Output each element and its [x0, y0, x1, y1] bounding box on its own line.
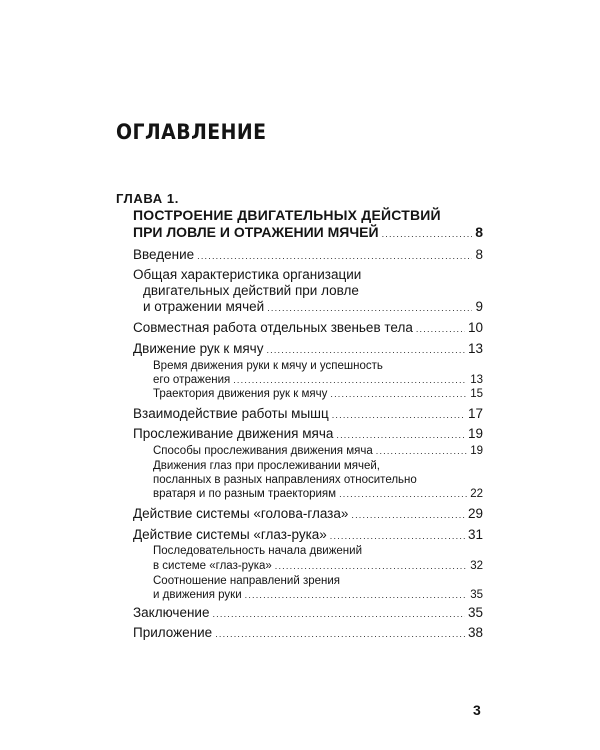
dot-leader [332, 410, 465, 420]
entry-title-line2: двигательных действий при ловле [143, 283, 359, 298]
entry-title-line1: Время движения руки к мячу и успешность [153, 360, 383, 372]
page-ref: 19 [470, 445, 483, 457]
entry-title: Совместная работа отдельных звеньев тела [133, 320, 413, 335]
chapter-title-line2: ПРИ ЛОВЛЕ И ОТРАЖЕНИИ МЯЧЕЙ [133, 224, 379, 240]
entry-title: Действие системы «голова-глаза» [133, 506, 349, 521]
toc-heading: ОГЛАВЛЕНИЕ [116, 120, 267, 144]
entry-title-line2: его отражения [153, 374, 231, 386]
toc-entry-intro[interactable] [133, 247, 483, 262]
dot-leader [376, 446, 467, 456]
entry-title-line1: Соотношение направлений зрения [153, 575, 341, 587]
dot-leader [330, 531, 465, 541]
dot-leader [416, 324, 465, 334]
toc-entry-appendix[interactable] [133, 625, 483, 640]
chapter-label: ГЛАВА 1. [116, 191, 179, 206]
page-ref: 29 [467, 506, 483, 521]
toc-entry-arm-motion[interactable] [133, 341, 483, 356]
toc-entry-tracking-methods[interactable] [153, 445, 483, 457]
dot-leader [212, 609, 464, 619]
dot-leader [266, 345, 465, 355]
toc-entry-arm-trajectory[interactable] [153, 388, 483, 400]
page-ref: 35 [470, 589, 483, 601]
entry-title-line1: Общая характеристика организации [133, 267, 362, 282]
entry-title-line1: Движения глаз при прослеживании мячей, [153, 460, 381, 472]
page-ref: 13 [467, 341, 483, 356]
entry-title: Введение [133, 247, 195, 262]
page-number: 3 [473, 702, 481, 718]
page-ref: 8 [475, 224, 483, 240]
dot-leader [330, 389, 467, 399]
toc-entry-head-eyes[interactable] [133, 506, 483, 521]
entry-title: Действие системы «глаз-рука» [133, 527, 327, 542]
entry-title: Заключение [133, 605, 210, 620]
entry-title-line2: в системе «глаз-рука» [153, 560, 272, 572]
toc-entry-tracking[interactable] [133, 426, 483, 441]
page-ref: 22 [470, 488, 483, 500]
page-ref: 17 [467, 406, 483, 421]
entry-title: Траектория движения рук к мячу [153, 388, 328, 400]
page-ref: 10 [467, 320, 483, 335]
page-ref: 15 [470, 388, 483, 400]
page-ref: 38 [467, 625, 483, 640]
dot-leader [382, 229, 473, 239]
toc-entry-muscles[interactable] [133, 406, 483, 421]
dot-leader [233, 375, 467, 385]
dot-leader [336, 430, 465, 440]
page-ref: 35 [467, 605, 483, 620]
toc-entry-ratio[interactable] [153, 589, 483, 601]
entry-title: Приложение [133, 625, 213, 640]
toc-entry-joint-work[interactable] [133, 320, 483, 335]
chapter-title-line1: ПОСТРОЕНИЕ ДВИГАТЕЛЬНЫХ ДЕЙСТВИЙ [133, 207, 441, 223]
dot-leader [351, 510, 465, 520]
entry-title-line3: и отражении мячей [143, 299, 265, 314]
dot-leader [245, 590, 468, 600]
dot-leader [275, 561, 467, 571]
dot-leader [339, 489, 467, 499]
page-ref: 9 [475, 299, 483, 314]
dot-leader [197, 251, 472, 261]
toc-entry-eye-hand[interactable] [133, 527, 483, 542]
dot-leader [267, 303, 472, 313]
entry-title-line1: Последовательность начала движений [153, 545, 363, 557]
entry-title-line2: посланных в разных направлениях относительно [153, 474, 417, 486]
page-ref: 13 [470, 374, 483, 386]
toc-entry-conclusion[interactable] [133, 605, 483, 620]
toc-entry-eye-moves[interactable] [153, 488, 483, 500]
dot-leader [215, 629, 465, 639]
entry-title-line3: вратаря и по разным траекториям [153, 488, 337, 500]
page-ref: 32 [470, 560, 483, 572]
entry-title: Способы прослеживания движения мяча [153, 445, 373, 457]
toc-entry-sequence[interactable] [153, 560, 483, 572]
entry-title: Движение рук к мячу [133, 341, 264, 356]
page-ref: 8 [475, 247, 483, 262]
entry-title: Прослеживание движения мяча [133, 426, 334, 441]
toc-entry-chapter-1[interactable] [133, 224, 483, 240]
toc-entry-arm-time[interactable] [153, 374, 483, 386]
entry-title-line2: и движения руки [153, 589, 242, 601]
page-ref: 31 [467, 527, 483, 542]
page-ref: 19 [467, 426, 483, 441]
toc-entry-general[interactable] [143, 299, 483, 314]
entry-title: Взаимодействие работы мышц [133, 406, 329, 421]
